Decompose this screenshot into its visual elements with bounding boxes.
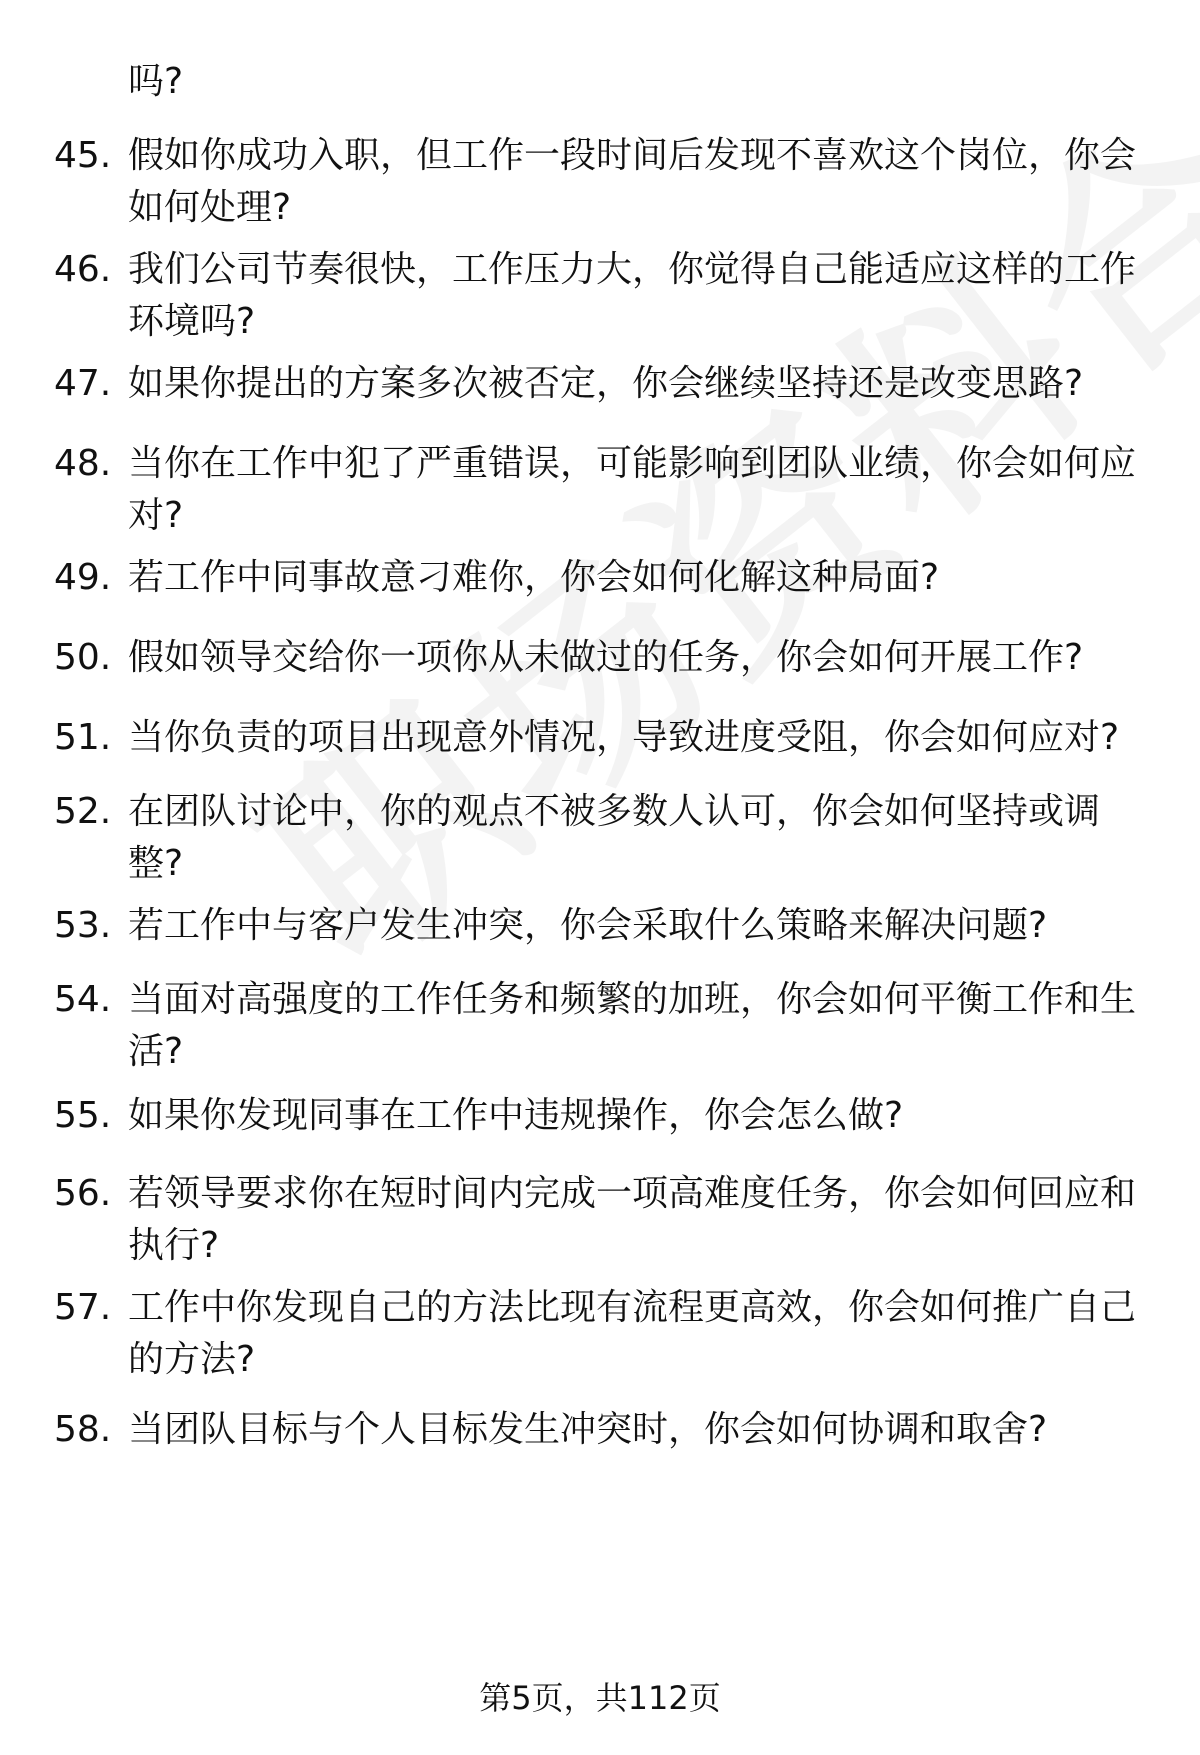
question-number: 47. — [54, 363, 112, 404]
question-number: 53. — [54, 905, 112, 946]
question-number: 49. — [54, 557, 112, 598]
question-text: 如果你发现同事在工作中违规操作，你会怎么做? — [128, 1095, 904, 1136]
page-footer: 第5页，共112页 — [479, 1679, 721, 1717]
question-text: 假如领导交给你一项你从未做过的任务，你会如何开展工作? — [128, 637, 1084, 678]
continued-question-text: 吗? — [128, 61, 184, 102]
question-text: 在团队讨论中，你的观点不被多数人认可，你会如何坚持或调整? — [128, 791, 1101, 884]
question-number: 45. — [54, 135, 112, 176]
question-text: 我们公司节奏很快，工作压力大，你觉得自己能适应这样的工作环境吗? — [128, 249, 1137, 342]
question-number: 54. — [54, 979, 112, 1020]
question-text: 当你在工作中犯了严重错误，可能影响到团队业绩，你会如何应对? — [128, 443, 1137, 536]
question-text: 假如你成功入职，但工作一段时间后发现不喜欢这个岗位，你会如何处理? — [128, 135, 1137, 228]
question-number: 51. — [54, 717, 112, 758]
question-number: 56. — [54, 1173, 112, 1214]
question-text: 若工作中同事故意刁难你，你会如何化解这种局面? — [128, 557, 940, 598]
question-number: 46. — [54, 249, 112, 290]
question-number: 57. — [54, 1287, 112, 1328]
question-text: 当团队目标与个人目标发生冲突时，你会如何协调和取舍? — [128, 1409, 1048, 1450]
question-text: 如果你提出的方案多次被否定，你会继续坚持还是改变思路? — [128, 363, 1084, 404]
question-text: 工作中你发现自己的方法比现有流程更高效，你会如何推广自己的方法? — [128, 1287, 1137, 1380]
question-text: 若工作中与客户发生冲突，你会采取什么策略来解决问题? — [128, 905, 1048, 946]
question-text: 若领导要求你在短时间内完成一项高难度任务，你会如何回应和执行? — [128, 1173, 1137, 1266]
question-number: 48. — [54, 443, 112, 484]
question-text: 当你负责的项目出现意外情况，导致进度受阻，你会如何应对? — [128, 717, 1120, 758]
question-text: 当面对高强度的工作任务和频繁的加班，你会如何平衡工作和生活? — [128, 979, 1137, 1072]
question-number: 55. — [54, 1095, 112, 1136]
question-number: 50. — [54, 637, 112, 678]
question-number: 58. — [54, 1409, 112, 1450]
question-number: 52. — [54, 791, 112, 832]
